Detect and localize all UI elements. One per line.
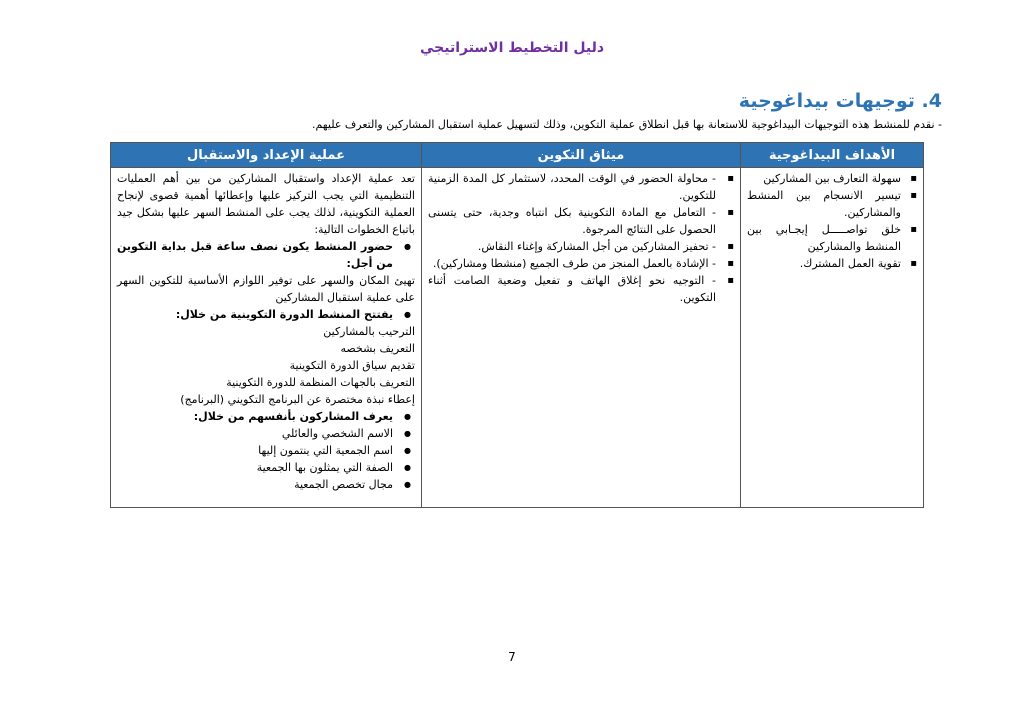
step2-item: الترحيب بالمشاركين [323, 325, 415, 338]
step1-title: ● حضور المنشط يكون نصف ساعة قبل بداية التكوين من أجل: [117, 238, 415, 272]
charter-item [428, 272, 734, 306]
charter-item-text: - التوجيه نحو إغلاق الهاتف و تفعيل وضعية الصامت أثناء التكوين. [428, 274, 716, 304]
step3-item: ● اسم الجمعية التي ينتمون إليها [117, 442, 415, 459]
list-item: ▪ سهولة التعارف بين المشاركين [747, 170, 917, 187]
objectives-cell [741, 168, 924, 508]
list-item: ▪ تيسير الانسجام بين المنشط والمشاركين. [747, 187, 917, 221]
section-intro: - نقدم للمنشط هذه التوجيهات البيداغوجية للاستعانة بها قبل انطلاق عملية التكوين، وذلك لتسهيل عملية استقبال المشاركين والتعرف عليهم. [311, 118, 942, 131]
step3-title: ● يعرف المشاركون بأنفسهم من خلال: [117, 408, 415, 425]
document-title: دليل التخطيط الاستراتيجي [419, 40, 605, 56]
header-objectives: الأهداف البيداغوجية [741, 143, 924, 168]
step2-item: التعريف بشخصه [340, 342, 415, 355]
square-bullet-icon: ▪ [727, 275, 734, 286]
charter-item-text: - الإشادة بالعمل المنجز من طرف الجميع (منشطا ومشاركين). [432, 257, 716, 270]
prep-cell [111, 168, 422, 508]
step3-item: ● الاسم الشخصي والعائلي [117, 425, 415, 442]
square-bullet-icon: ▪ [727, 207, 734, 218]
list-item: ▪ تقوية العمل المشترك. [747, 255, 917, 272]
square-bullet-icon: ▪ [727, 258, 734, 269]
header-charter: ميثاق التكوين [422, 143, 741, 168]
header-prep: عملية الإعداد والاستقبال [111, 143, 422, 168]
charter-item [428, 204, 734, 238]
list-item: ▪ خلق تواصـــــل إيجـابي بين المنشط والمشاركين [747, 221, 917, 255]
square-bullet-icon: ▪ [727, 241, 734, 252]
page-number: 7 [508, 650, 516, 664]
step2-item: التعريف بالجهات المنظمة للدورة التكوينية [226, 376, 415, 389]
square-bullet-icon: ▪ [727, 173, 734, 184]
step3-item: ● مجال تخصص الجمعية [117, 476, 415, 493]
table-header-row [111, 143, 924, 168]
charter-item-text: - التعامل مع المادة التكوينية بكل انتباه وجدية، حتى يتسنى الحصول على النتائج المرجوة. [428, 206, 716, 236]
charter-item [428, 238, 734, 255]
charter-item-text: - محاولة الحضور في الوقت المحدد، لاستثمار كل المدة الزمنية للتكوين. [428, 172, 716, 202]
prep-intro: تعد عملية الإعداد واستقبال المشاركين من بين أهم العمليات التنظيمية التي يجب التركيز عليها وإعطائها أهمية قصوى لإنجاح العملية التكوينية، لذلك يجب على المنشط السهر عليها بشكل جيد باتباع الخطوات التالية: [117, 172, 415, 236]
step2-item: إعطاء نبذة مختصرة عن البرنامج التكويني (البرنامج) [180, 393, 415, 406]
charter-item [428, 255, 734, 272]
charter-item-text: - تحفيز المشاركين من أجل المشاركة وإغناء النقاش. [477, 240, 716, 253]
section-heading: 4. توجيهات بيداغوجية [738, 90, 942, 112]
guidance-table [110, 142, 924, 508]
charter-item [428, 170, 734, 204]
charter-cell [422, 168, 741, 508]
step2-item: تقديم سياق الدورة التكوينية [289, 359, 415, 372]
table-row [111, 168, 924, 508]
step1-text: تهيئ المكان والسهر على توفير اللوازم الأساسية للتكوين السهر على عملية استقبال المشاركين [117, 274, 415, 304]
step3-item: ● الصفة التي يمثلون بها الجمعية [117, 459, 415, 476]
step2-title: ● يفتتح المنشط الدورة التكوينية من خلال: [117, 306, 415, 323]
objectives-list [747, 170, 917, 272]
